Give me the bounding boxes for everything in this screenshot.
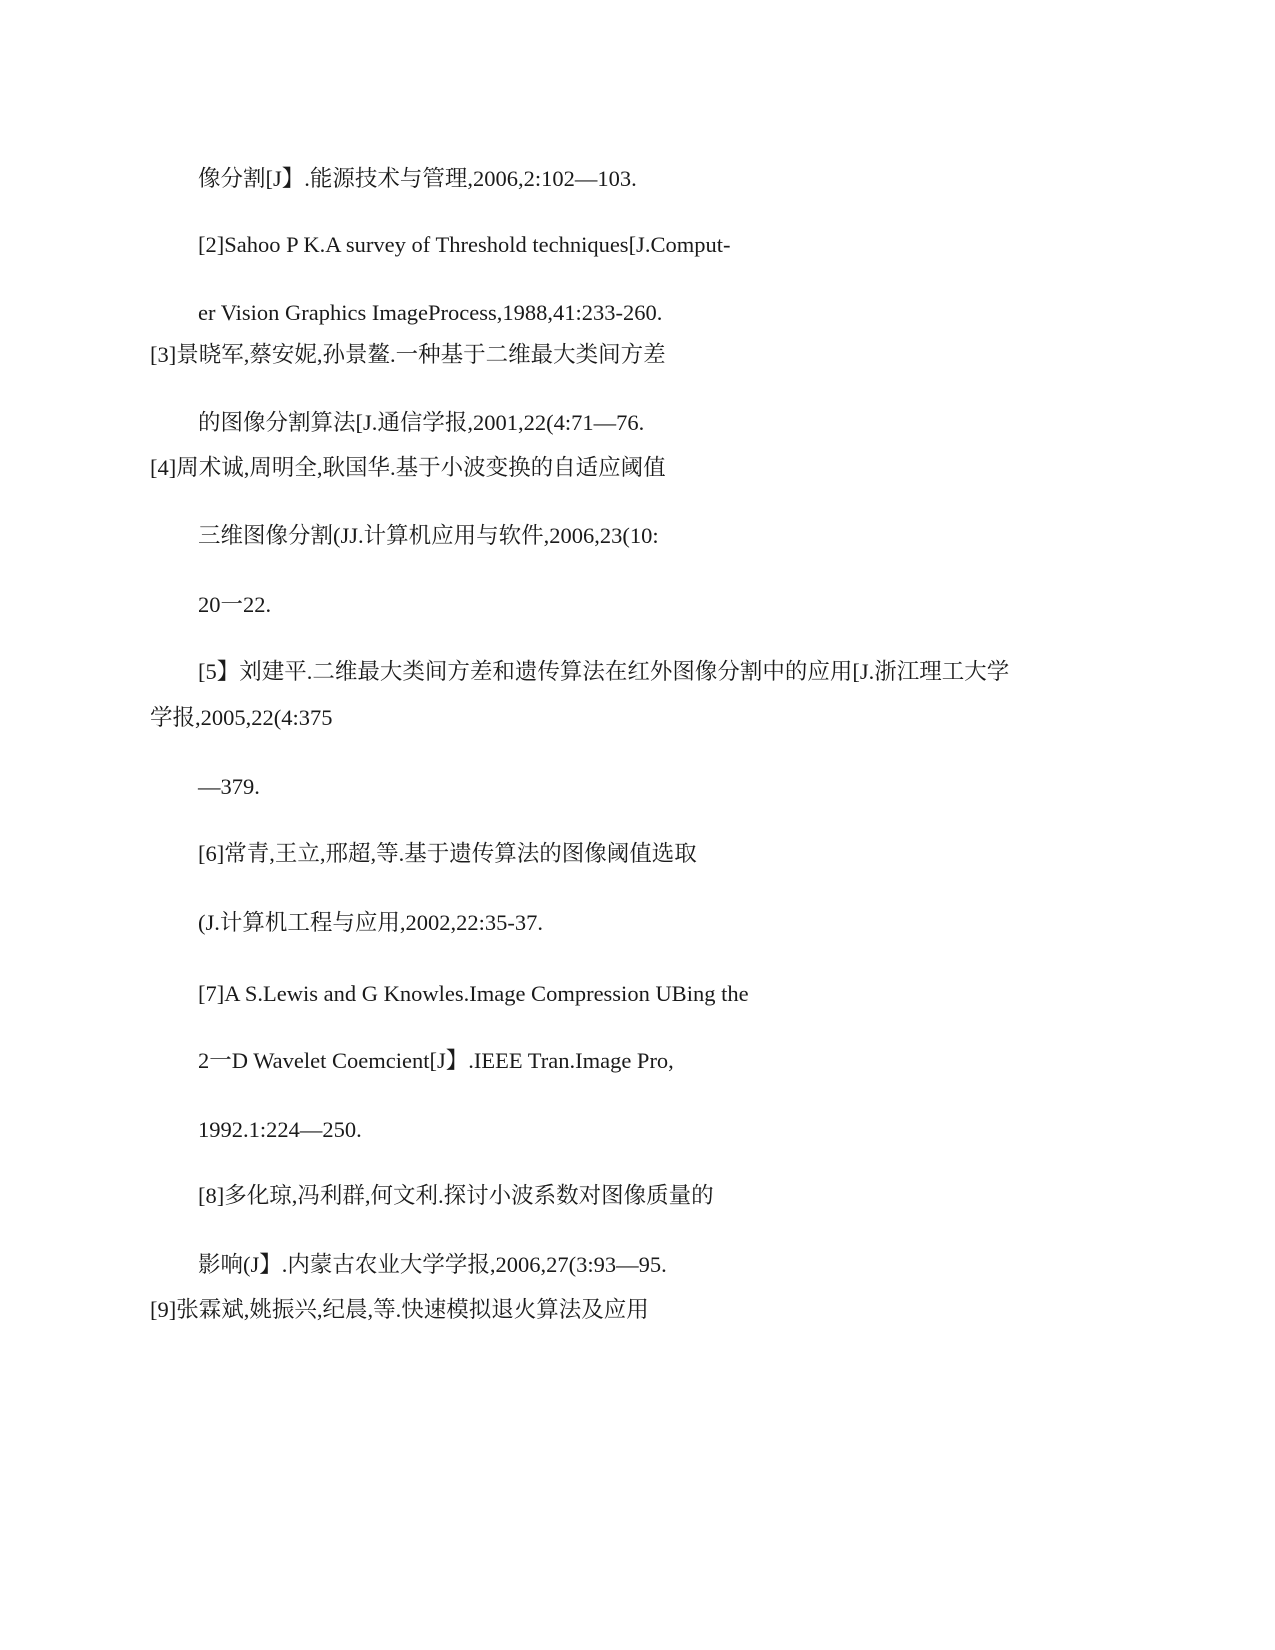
ref-8-line-2: 影响(J】.内蒙古农业大学学报,2006,27(3:93—95. — [198, 1252, 667, 1277]
ref-6-line-1: [6]常青,王立,邢超,等.基于遗传算法的图像阈值选取 — [198, 841, 697, 866]
ref-2-line-2: er Vision Graphics ImageProcess,1988,41:233-260. — [198, 300, 663, 325]
ref-6-line-2: (J.计算机工程与应用,2002,22:35-37. — [198, 910, 543, 935]
ref-7-line-2: 2一D Wavelet Coemcient[J】.IEEE Tran.Image Pro, — [198, 1048, 674, 1073]
ref-7-line-3: 1992.1:224—250. — [198, 1117, 362, 1142]
ref-9-line-1: [9]张霖斌,姚振兴,纪晨,等.快速模拟退火算法及应用 — [150, 1297, 649, 1322]
ref-5-line-2: 学报,2005,22(4:375 — [150, 705, 333, 730]
ref-4-line-3: 20一22. — [198, 592, 272, 617]
ref-5-line-3: —379. — [198, 774, 260, 799]
ref-4-line-1: [4]周术诚,周明全,耿国华.基于小波变换的自适应阈值 — [150, 455, 666, 480]
ref-5-line-1: [5】刘建平.二维最大类间方差和遗传算法在红外图像分割中的应用[J.浙江理工大学 — [198, 659, 1010, 684]
ref-7-line-1: [7]A S.Lewis and G Knowles.Image Compression UBing the — [198, 981, 749, 1006]
ref-8-line-1: [8]多化琼,冯利群,何文利.探讨小波系数对图像质量的 — [198, 1183, 714, 1208]
ref-3-line-2: 的图像分割算法[J.通信学报,2001,22(4:71—76. — [198, 410, 645, 435]
ref-1-continuation: 像分割[J】.能源技术与管理,2006,2:102—103. — [198, 166, 637, 191]
ref-2-line-1: [2]Sahoo P K.A survey of Threshold techniques[J.Comput- — [198, 232, 731, 257]
ref-4-line-2: 三维图像分割(JJ.计算机应用与软件,2006,23(10: — [198, 523, 659, 548]
ref-3-line-1: [3]景晓军,蔡安妮,孙景鳌.一种基于二维最大类间方差 — [150, 342, 666, 367]
